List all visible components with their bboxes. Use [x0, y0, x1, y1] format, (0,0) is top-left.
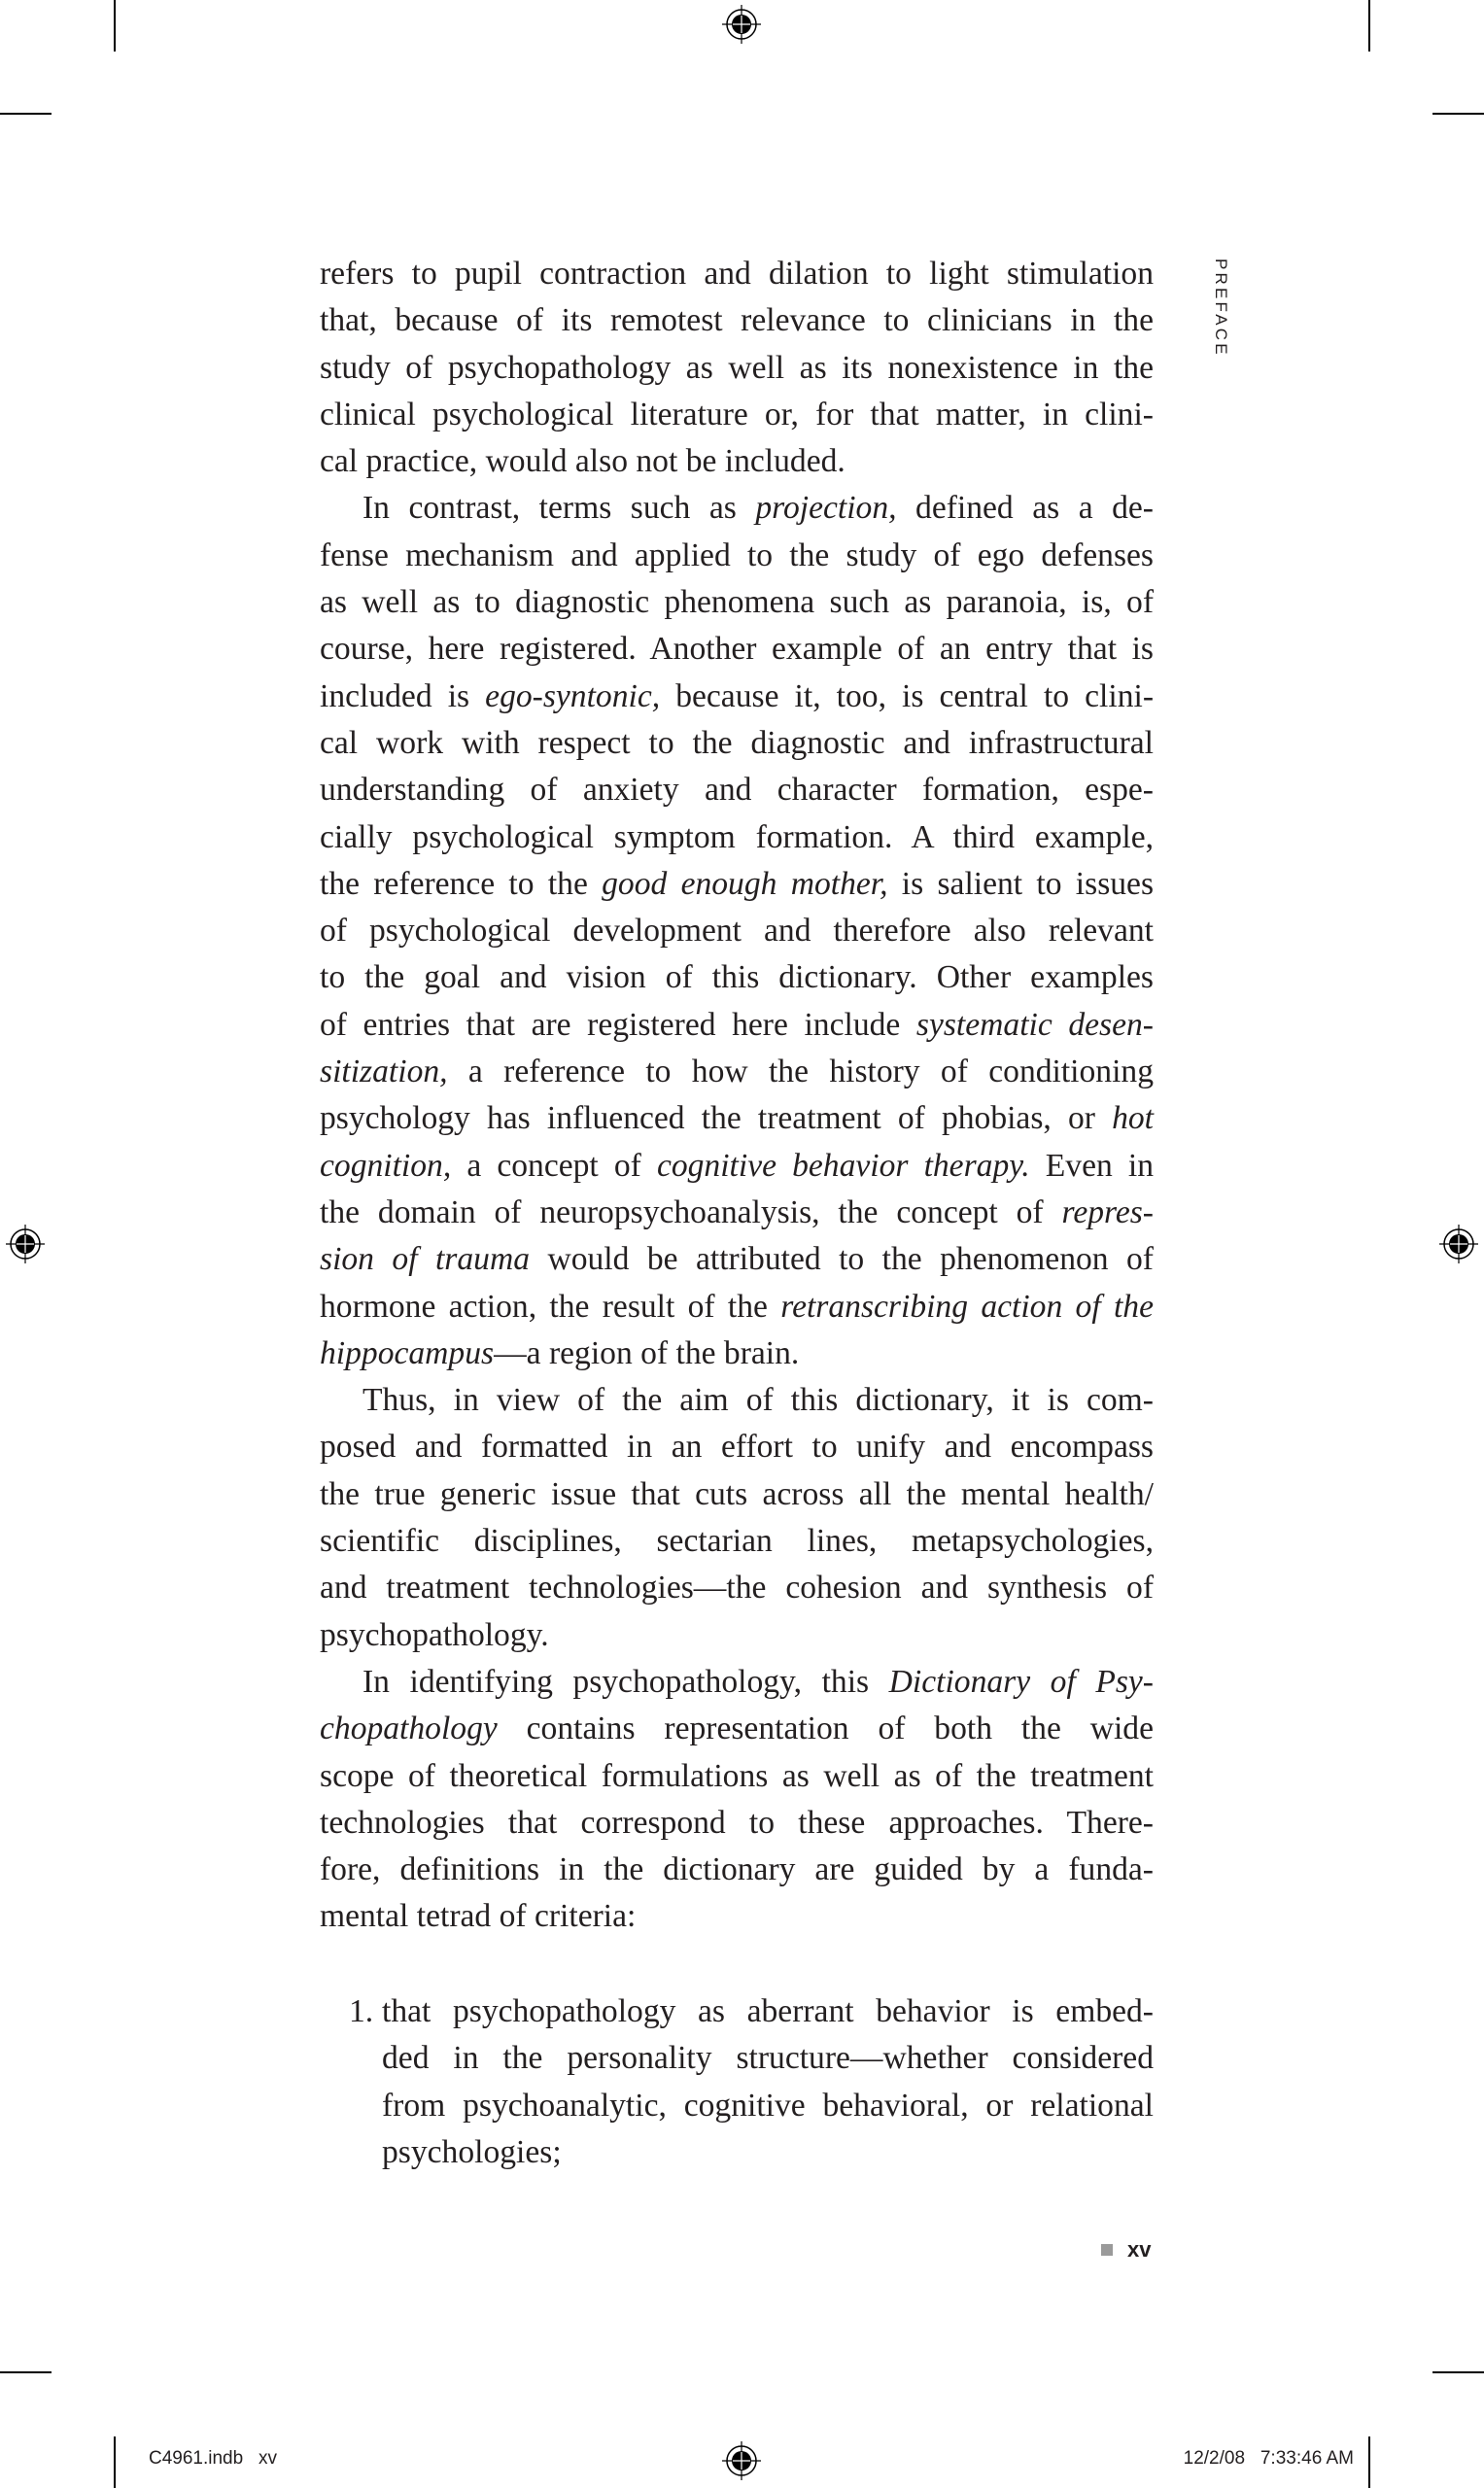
text-line: [320, 1236, 1154, 1283]
registration-target-icon-top: [721, 4, 762, 45]
slug-file-info: C4961.indb xv: [149, 2448, 278, 2469]
italic-term: good enough mother,: [602, 865, 888, 902]
text-line: ded in the personality structure—whether considered: [382, 2040, 1154, 2077]
text-line: [320, 1330, 1154, 1377]
text-line: [320, 861, 1154, 908]
text-line: [320, 1190, 1154, 1236]
text-line: that psychopathology as aberrant behavior is embed-: [382, 1993, 1154, 2029]
text-line: psychologies;: [382, 2133, 562, 2170]
italic-term: retranscribing action of the: [780, 1288, 1154, 1325]
text-line: [320, 1095, 1154, 1142]
text-line: clinical psychological literature or, for that matter, in clini-: [320, 396, 1154, 432]
crop-mark-top-right-vertical: [1368, 0, 1370, 52]
text-run: In identifying psychopathology, this: [362, 1663, 889, 1700]
text-run: is salient to issues: [887, 865, 1155, 902]
text-line: [320, 1002, 1154, 1049]
registration-target-icon-bottom: [721, 2440, 762, 2481]
italic-term: projection,: [755, 490, 897, 527]
text-run: psychology has influenced the treatment of phobias, or: [320, 1100, 1113, 1137]
text-line: fore, definitions in the dictionary are guided by a funda-: [320, 1851, 1154, 1888]
text-line: fense mechanism and applied to the study of ego defenses: [320, 536, 1154, 573]
running-head: PREFACE: [1212, 259, 1230, 358]
text-line: cal practice, would also not be included.: [320, 443, 846, 480]
italic-term: cognition,: [320, 1147, 452, 1184]
crop-mark-bottom-left-vertical: [114, 2436, 116, 2488]
italic-term: hot: [1112, 1100, 1154, 1137]
crop-mark-bottom-left-horizontal: [0, 2371, 52, 2373]
text-line: study of psychopathology as well as its nonexistence in the: [320, 349, 1154, 386]
registration-target-icon-left: [5, 1224, 46, 1264]
text-run: the domain of neuropsychoanalysis, the concept of: [320, 1193, 1062, 1230]
paragraph-4: [320, 1659, 1154, 1941]
italic-term: repres-: [1061, 1193, 1154, 1230]
text-line: refers to pupil contraction and dilation to light stimulation: [320, 256, 1154, 292]
text-line: as well as to diagnostic phenomena such as paranoia, is, of: [320, 584, 1154, 621]
page-folio: [1101, 2239, 1151, 2261]
text-run: a concept of: [451, 1147, 657, 1184]
list-number: 1.: [349, 1993, 374, 2029]
body-text: [320, 251, 1154, 1941]
text-run: In contrast, terms such as: [362, 490, 756, 527]
text-run: included is: [320, 677, 486, 714]
text-line: cially psychological symptom formation. A third example,: [320, 818, 1154, 855]
text-line: [320, 1284, 1154, 1330]
text-line: technologies that correspond to these approaches. There-: [320, 1804, 1154, 1841]
text-line: scientific disciplines, sectarian lines, metapsychologies,: [320, 1523, 1154, 1560]
text-line: understanding of anxiety and character formation, espe-: [320, 772, 1154, 809]
crop-mark-top-left-horizontal: [0, 113, 52, 115]
text-line: cal work with respect to the diagnostic and infrastructural: [320, 724, 1154, 761]
italic-term: sion of trauma: [320, 1241, 530, 1278]
text-line: from psychoanalytic, cognitive behavioral, or relational: [382, 2087, 1154, 2124]
italic-term: sitization,: [320, 1054, 448, 1090]
italic-term: systematic desen-: [915, 1006, 1154, 1043]
text-run: because it, too, is central to clini-: [660, 677, 1154, 714]
text-line: [320, 485, 1154, 532]
italic-title: Dictionary of Psy-: [888, 1663, 1154, 1700]
text-line: to the goal and vision of this dictionary. Other examples: [320, 959, 1154, 996]
paragraph-1: [320, 251, 1154, 485]
text-run: contains representation of both the wide: [497, 1710, 1154, 1747]
text-line: and treatment technologies—the cohesion and synthesis of: [320, 1570, 1154, 1607]
text-line: [320, 1706, 1154, 1752]
text-run: hormone action, the result of the: [320, 1288, 781, 1325]
text-run: would be attributed to the phenomenon of: [530, 1241, 1154, 1278]
italic-term: hippocampus: [320, 1334, 495, 1371]
paragraph-3: [320, 1377, 1154, 1659]
text-run: defined as a de-: [896, 490, 1154, 527]
italic-term: ego-syntonic,: [485, 677, 661, 714]
slug-timestamp: 12/2/08 7:33:46 AM: [1183, 2448, 1354, 2469]
text-line: course, here registered. Another example of an entry that is: [320, 631, 1154, 668]
text-line: scope of theoretical formulations as well as of the treatment: [320, 1757, 1154, 1794]
text-line: [320, 1143, 1154, 1190]
criteria-list: [349, 1988, 1154, 2176]
text-run: of entries that are registered here include: [320, 1006, 916, 1043]
registration-target-icon-right: [1438, 1224, 1479, 1264]
text-run: the reference to the: [320, 865, 603, 902]
text-line: of psychological development and therefore also relevant: [320, 913, 1154, 950]
text-line: [320, 1049, 1154, 1095]
text-line: [320, 1659, 1154, 1706]
text-line: the true generic issue that cuts across all the mental health/: [320, 1475, 1154, 1512]
text-line: posed and formatted in an effort to unify and encompass: [320, 1429, 1154, 1466]
text-run: —a region of the brain.: [494, 1334, 800, 1371]
text-line: Thus, in view of the aim of this dictionary, it is com-: [362, 1382, 1154, 1419]
crop-mark-top-left-vertical: [114, 0, 116, 52]
text-run: a reference to how the history of conditioning: [447, 1054, 1154, 1090]
text-run: Even in: [1029, 1147, 1155, 1184]
crop-mark-bottom-right-vertical: [1368, 2436, 1370, 2488]
italic-term: cognitive behavior therapy.: [656, 1147, 1030, 1184]
crop-mark-top-right-horizontal: [1432, 113, 1484, 115]
folio-square-icon: [1101, 2244, 1113, 2256]
text-line: that, because of its remotest relevance to clinicians in the: [320, 302, 1154, 339]
paragraph-2: [320, 485, 1154, 1377]
text-line: mental tetrad of criteria:: [320, 1898, 637, 1935]
crop-mark-bottom-right-horizontal: [1432, 2371, 1484, 2373]
italic-title: chopathology: [320, 1710, 498, 1747]
page-number: xv: [1127, 2237, 1152, 2262]
text-line: [320, 674, 1154, 720]
list-item: [349, 1988, 1154, 2176]
text-line: psychopathology.: [320, 1616, 549, 1653]
